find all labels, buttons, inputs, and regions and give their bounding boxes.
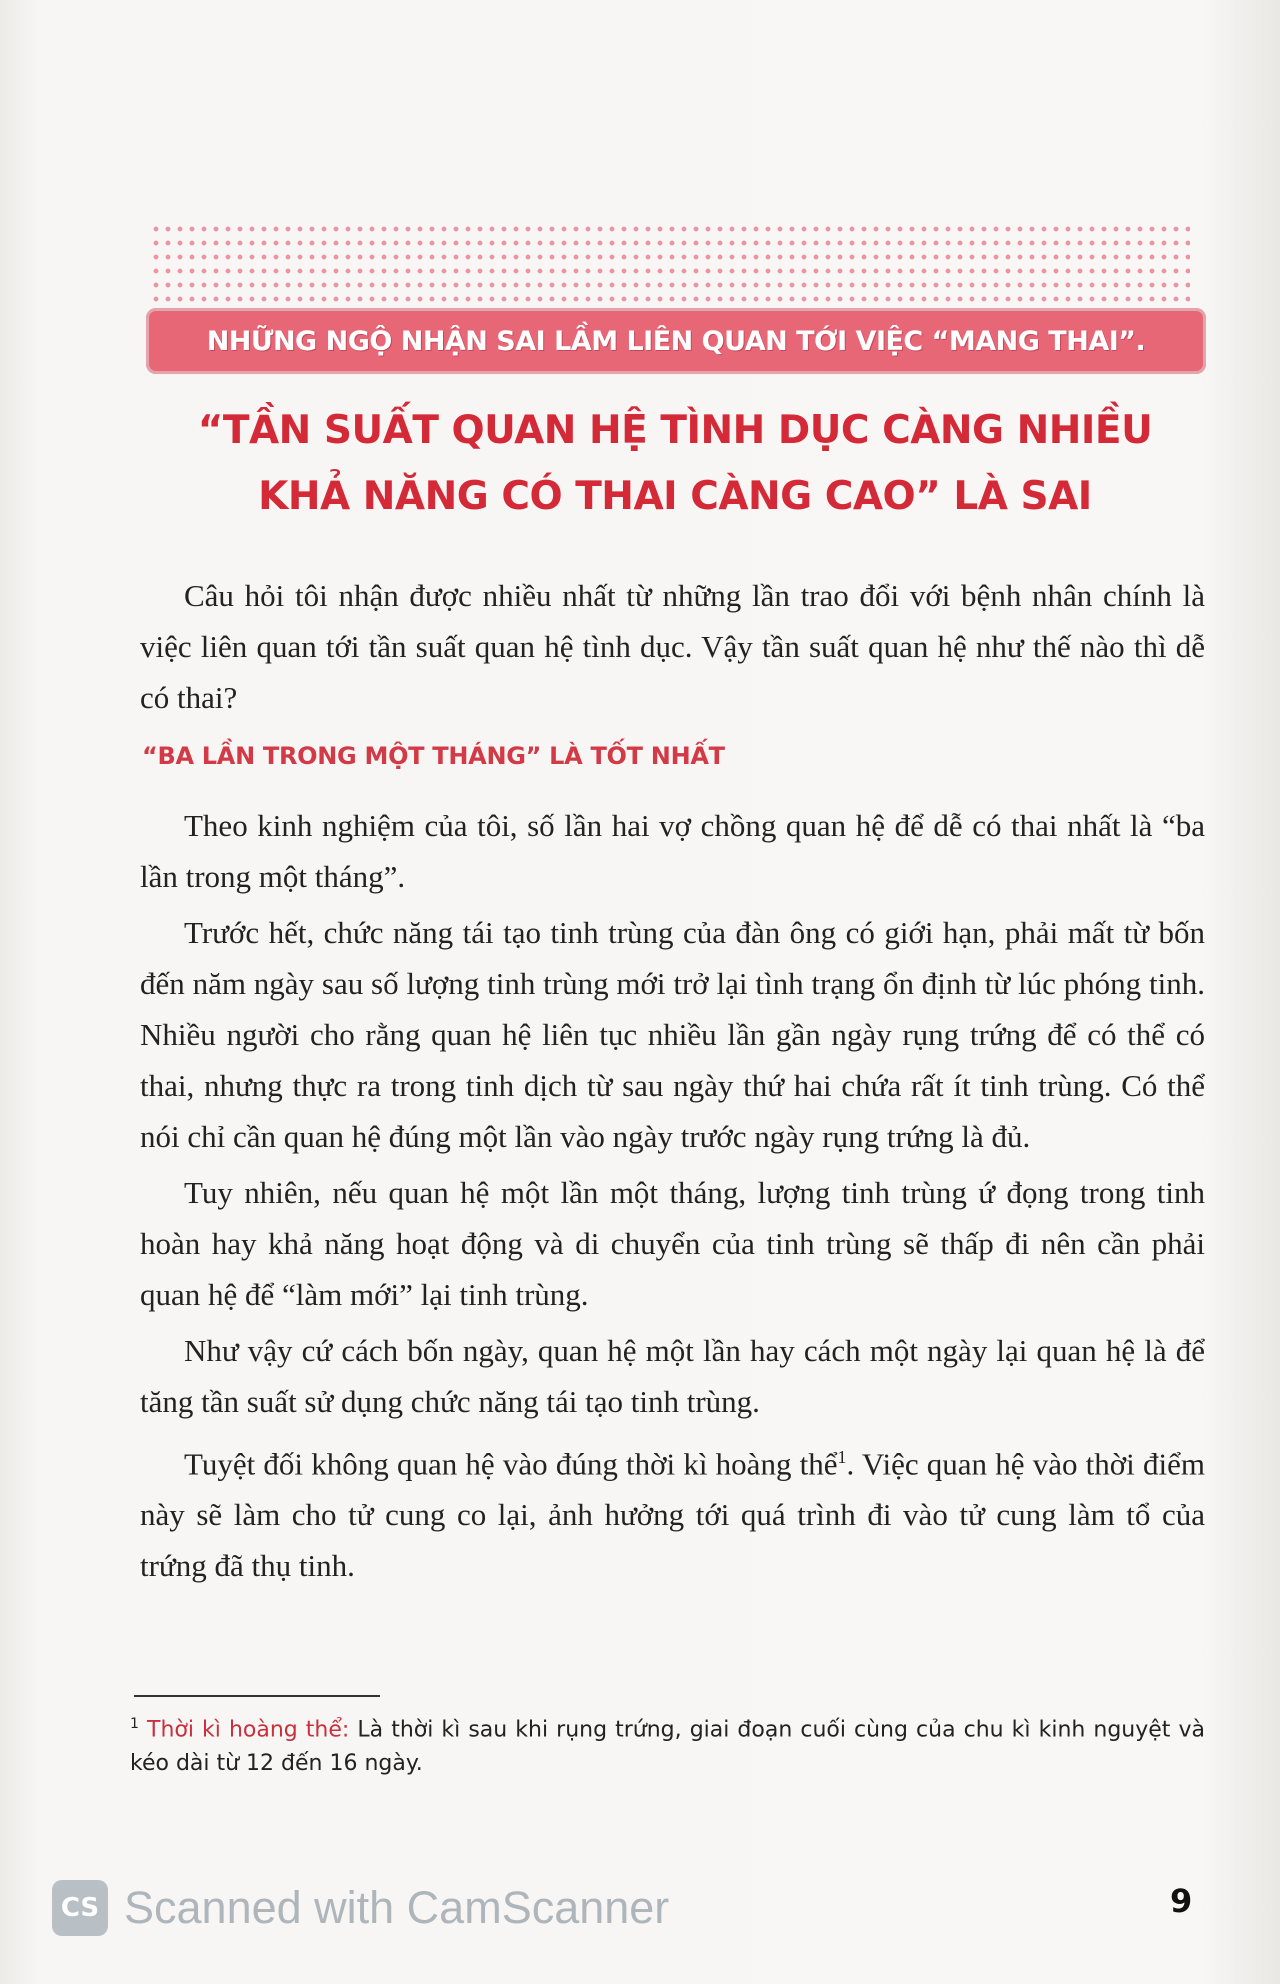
section-title-line-1: “TẦN SUẤT QUAN HỆ TÌNH DỤC CÀNG NHIỀU	[197, 408, 1153, 453]
section-title-line-2: KHẢ NĂNG CÓ THAI CÀNG CAO” LÀ SAI	[258, 474, 1092, 519]
camscanner-text: Scanned with CamScanner	[124, 1882, 670, 1933]
footnote-term: Thời kì hoàng thể:	[147, 1717, 350, 1743]
footnote-text: Là thời kì sau khi rụng trứng, giai đoạn cuối cùng của chu kì kinh nguyệt và kéo dài từ 12 đến 16 ngày.	[130, 1717, 1205, 1777]
paragraph-text-end: . Việc quan hệ vào thời điểm này sẽ làm cho tử cung co lại, ảnh hưởng tới quá trình đi vào tử cung làm tổ của trứng đã thụ tinh.	[140, 1446, 1205, 1584]
main-text	[140, 800, 1205, 1596]
paragraph: Như vậy cứ cách bốn ngày, quan hệ một lần hay cách một ngày lại quan hệ là để tăng tần suất sử dụng chức năng tái tạo tinh trùng.	[140, 1333, 1205, 1419]
camscanner-logo-icon: CS	[52, 1880, 108, 1936]
footnote	[130, 1707, 1205, 1781]
paragraph-with-footnote-ref	[140, 1432, 1205, 1591]
dot-pattern-decoration	[150, 222, 1190, 306]
intro-paragraph: Câu hỏi tôi nhận được nhiều nhất từ những lần trao đổi với bệnh nhân chính là việc liên quan tới tần suất quan hệ tình dục. Vậy tần suất quan hệ như thế nào thì dễ có thai?	[140, 578, 1205, 715]
section-title	[140, 398, 1210, 530]
footnote-reference: 1	[837, 1447, 847, 1467]
footnote-marker: 1	[130, 1716, 139, 1732]
paragraph: Tuy nhiên, nếu quan hệ một lần một tháng, lượng tinh trùng ứ đọng trong tinh hoàn hay khả năng hoạt động và di chuyển của tinh trùng sẽ thấp đi nên cần phải quan hệ để “làm mới” lại tinh trùng.	[140, 1175, 1205, 1312]
subheading: “BA LẦN TRONG MỘT THÁNG” LÀ TỐT NHẤT	[142, 742, 725, 770]
camscanner-watermark	[52, 1880, 669, 1936]
paragraph: Theo kinh nghiệm của tôi, số lần hai vợ chồng quan hệ để dễ có thai nhất là “ba lần trong một tháng”.	[140, 808, 1205, 894]
chapter-banner-text: NHỮNG NGỘ NHẬN SAI LẦM LIÊN QUAN TỚI VIỆC “MANG THAI”.	[206, 325, 1146, 357]
paragraph: Trước hết, chức năng tái tạo tinh trùng của đàn ông có giới hạn, phải mất từ bốn đến năm ngày sau số lượng tinh trùng mới trở lại tình trạng ổn định từ lúc phóng tinh. Nhiều người cho rằng quan hệ liên tục nhiều lần gần ngày rụng trứng để có thể có thai, nhưng thực ra trong tinh dịch từ sau ngày thứ hai chứa rất ít tinh trùng. Có thể nói chỉ cần quan hệ đúng một lần vào ngày trước ngày rụng trứng là đủ.	[140, 915, 1205, 1154]
paragraph-text-start: Tuyệt đối không quan hệ vào đúng thời kì hoàng thể	[184, 1446, 838, 1482]
chapter-banner	[146, 308, 1206, 374]
page-number: 9	[1170, 1882, 1193, 1920]
footnote-divider	[134, 1695, 380, 1697]
intro-block	[140, 570, 1205, 723]
